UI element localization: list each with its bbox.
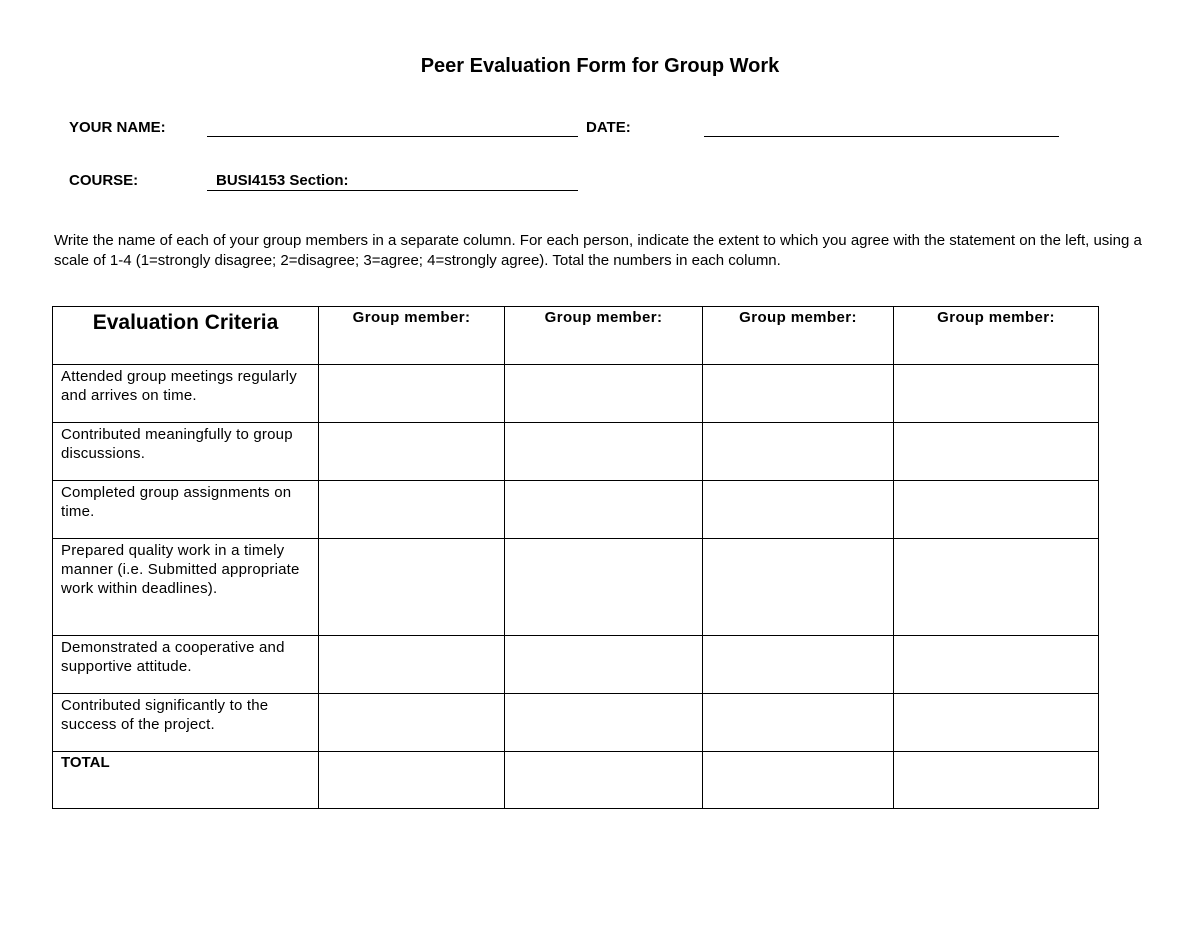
total-row [53, 752, 1099, 809]
date-line[interactable] [704, 136, 1059, 137]
criterion-cell: Prepared quality work in a timely manner (i.e. Submitted appropriate work within deadlines). [53, 539, 319, 636]
group-member-header-4: Group member: [894, 307, 1099, 365]
page-title: Peer Evaluation Form for Group Work [420, 55, 780, 77]
score-cell[interactable] [505, 481, 703, 539]
table-row [53, 481, 1099, 539]
score-cell[interactable] [319, 636, 505, 694]
total-cell[interactable] [505, 752, 703, 809]
criterion-cell: Contributed meaningfully to group discussions. [53, 423, 319, 481]
evaluation-table [52, 306, 1099, 809]
score-cell[interactable] [703, 636, 894, 694]
total-cell[interactable] [894, 752, 1099, 809]
total-cell[interactable] [703, 752, 894, 809]
score-cell[interactable] [505, 365, 703, 423]
table-row [53, 365, 1099, 423]
criteria-header: Evaluation Criteria [53, 307, 319, 365]
score-cell[interactable] [703, 539, 894, 636]
table-row [53, 423, 1099, 481]
total-cell[interactable] [319, 752, 505, 809]
group-member-header-2: Group member: [505, 307, 703, 365]
score-cell[interactable] [505, 694, 703, 752]
score-cell[interactable] [505, 423, 703, 481]
score-cell[interactable] [894, 539, 1099, 636]
criterion-cell: Completed group assignments on time. [53, 481, 319, 539]
table-row [53, 636, 1099, 694]
score-cell[interactable] [319, 694, 505, 752]
score-cell[interactable] [703, 365, 894, 423]
instructions-text: Write the name of each of your group members in a separate column. For each person, indicate the extent to which you agree with the statement on the left, using a scale of 1-4 (1=strongly disagree; 2=disagree; 3=agree; 4=strongly agree). Total the numbers in each column. [54, 232, 1142, 269]
score-cell[interactable] [894, 694, 1099, 752]
group-member-header-1: Group member: [319, 307, 505, 365]
criterion-cell: Contributed significantly to the success of the project. [53, 694, 319, 752]
score-cell[interactable] [894, 481, 1099, 539]
group-member-header-3: Group member: [703, 307, 894, 365]
your-name-label: YOUR NAME: [69, 119, 166, 136]
course-label: COURSE: [69, 172, 139, 189]
score-cell[interactable] [703, 423, 894, 481]
table-header-row [53, 307, 1099, 365]
total-label: TOTAL [53, 752, 319, 809]
course-value: BUSI4153 Section: [216, 172, 349, 189]
table-row [53, 539, 1099, 636]
table-row [53, 694, 1099, 752]
criterion-cell: Demonstrated a cooperative and supportive attitude. [53, 636, 319, 694]
criterion-cell: Attended group meetings regularly and arrives on time. [53, 365, 319, 423]
score-cell[interactable] [703, 694, 894, 752]
score-cell[interactable] [319, 423, 505, 481]
score-cell[interactable] [703, 481, 894, 539]
score-cell[interactable] [505, 539, 703, 636]
score-cell[interactable] [319, 365, 505, 423]
your-name-line[interactable] [207, 136, 578, 137]
score-cell[interactable] [319, 481, 505, 539]
score-cell[interactable] [894, 423, 1099, 481]
score-cell[interactable] [894, 636, 1099, 694]
score-cell[interactable] [505, 636, 703, 694]
date-label: DATE: [586, 119, 631, 136]
course-line[interactable] [207, 190, 578, 191]
score-cell[interactable] [319, 539, 505, 636]
score-cell[interactable] [894, 365, 1099, 423]
